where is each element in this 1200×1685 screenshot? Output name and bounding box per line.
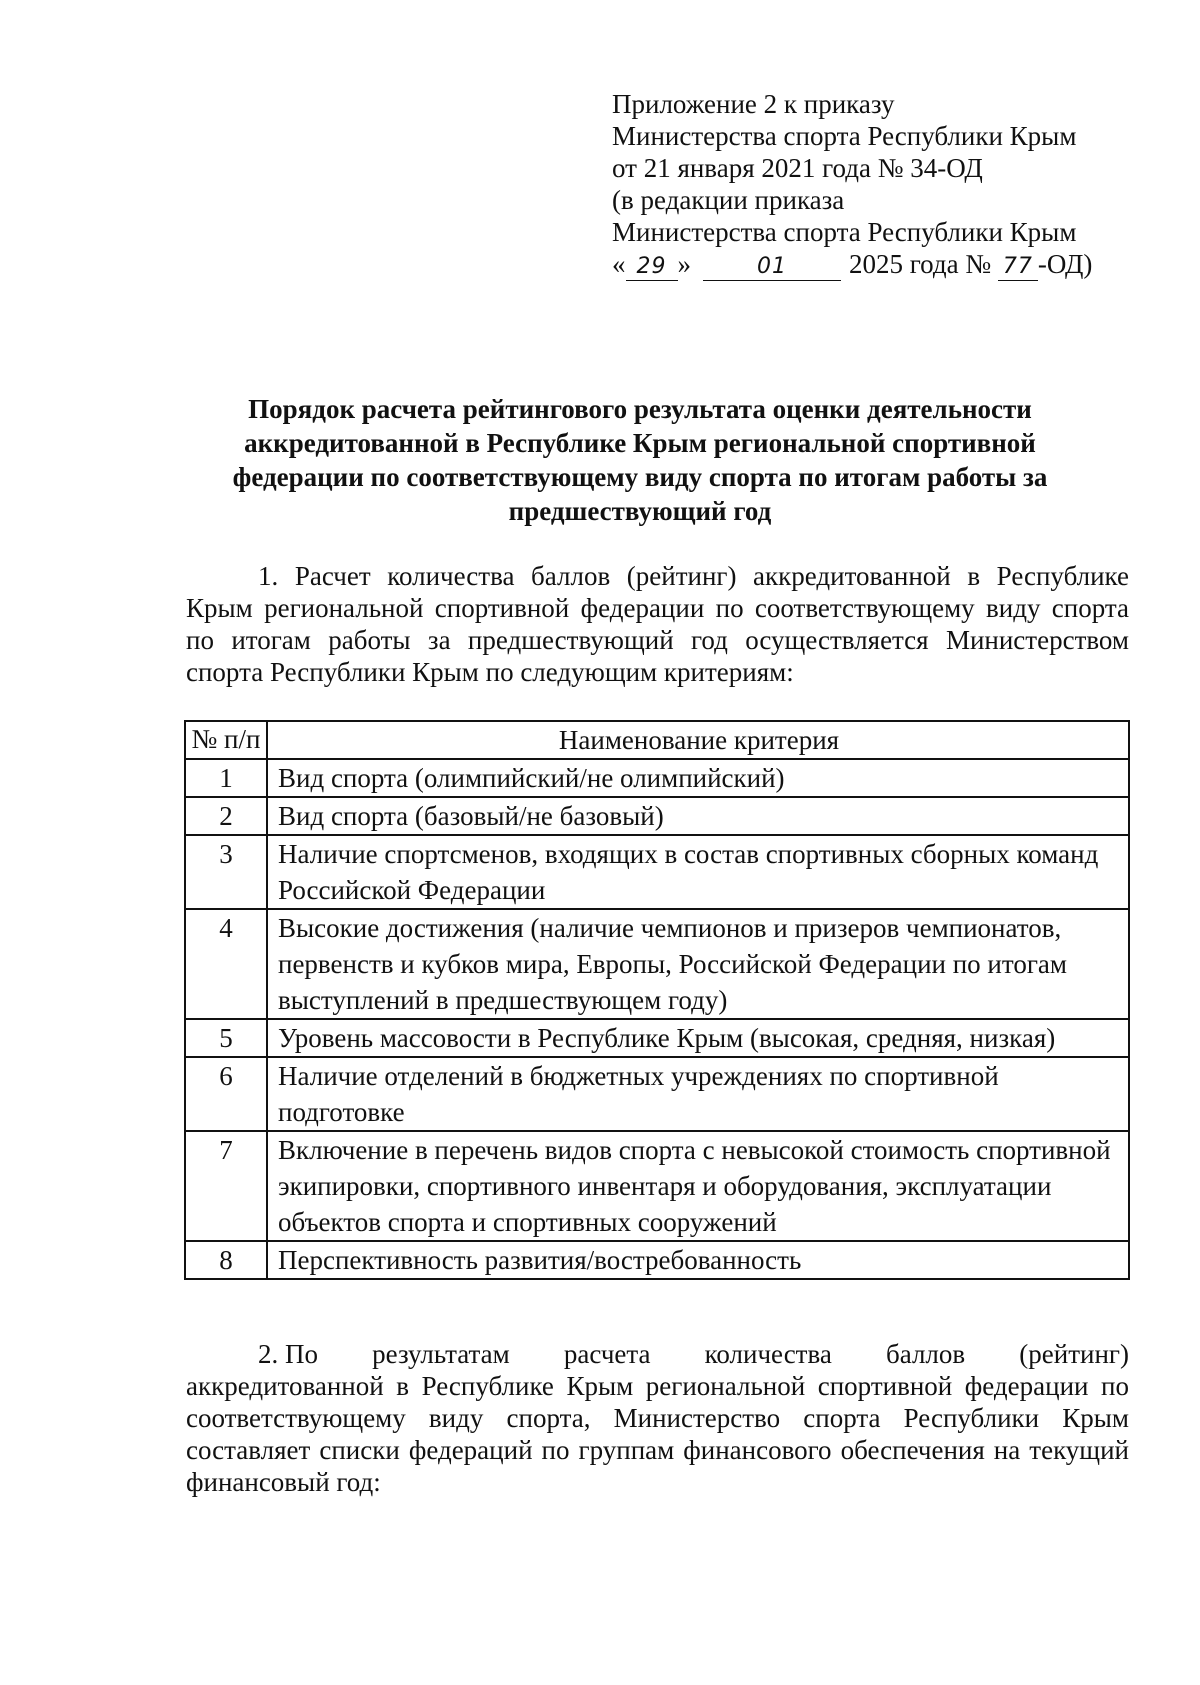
p2-word: результатам — [372, 1339, 510, 1369]
paragraph-1-text: 1. Расчет количества баллов (рейтинг) аккредитованной в Республике Крым региональной спортивной федерации по соответствующему виду спорта по итогам работы за предшествующий год осуществляется Министерством спорта Республики Крым по следующим критериям: — [186, 561, 1129, 687]
row-criterion: Вид спорта (базовый/не базовый) — [267, 797, 1129, 835]
appendix-line-1: Приложение 2 к приказу — [612, 89, 895, 119]
date-open-quote: « — [612, 249, 626, 279]
row-criterion: Включение в перечень видов спорта с невысокой стоимость спортивной экипировки, спортивного инвентаря и оборудования, эксплуатации объектов спорта и спортивных сооружений — [267, 1131, 1129, 1241]
p2-word: баллов — [886, 1339, 966, 1369]
row-criterion: Наличие спортсменов, входящих в состав спортивных сборных команд Российской Федерации — [267, 835, 1129, 909]
paragraph-1 — [186, 560, 1129, 688]
p2-word: (рейтинг) — [1019, 1339, 1129, 1369]
paragraph-2-text: аккредитованной в Республике Крым региональной спортивной федерации по соответствующему виду спорта, Министерство спорта Республики Крым составляет списки федераций по группам финансового обеспечения на текущий финансовый год: — [186, 1371, 1129, 1497]
table-row — [185, 1057, 1129, 1131]
row-criterion: Высокие достижения (наличие чемпионов и призеров чемпионатов, первенств и кубков мира, Европы, Российской Федерации по итогам выступлений в предшествующем году) — [267, 909, 1129, 1019]
row-number: 2 — [185, 797, 267, 835]
row-criterion: Уровень массовости в Республике Крым (высокая, средняя, низкая) — [267, 1019, 1129, 1057]
table-row — [185, 797, 1129, 835]
handwritten-order-number: 77 — [998, 254, 1038, 281]
row-number: 5 — [185, 1019, 267, 1057]
date-year-text: 2025 года № — [849, 249, 992, 279]
appendix-line-3: от 21 января 2021 года № 34-ОД — [612, 153, 983, 183]
row-number: 1 — [185, 759, 267, 797]
criteria-table — [184, 720, 1130, 1280]
header-number: № п/п — [185, 721, 267, 759]
appendix-header — [612, 88, 1152, 281]
table-row — [185, 1131, 1129, 1241]
row-criterion: Наличие отделений в бюджетных учреждениях по спортивной подготовке — [267, 1057, 1129, 1131]
header-criterion-name: Наименование критерия — [267, 721, 1129, 759]
order-suffix: -ОД) — [1037, 249, 1093, 279]
handwritten-month: 01 — [703, 254, 841, 281]
appendix-line-5: Министерства спорта Республики Крым — [612, 217, 1077, 247]
paragraph-2-first-line — [186, 1338, 1129, 1370]
appendix-line-4: (в редакции приказа — [612, 185, 845, 215]
table-row — [185, 909, 1129, 1019]
date-close-quote: » — [677, 249, 691, 279]
row-number: 6 — [185, 1057, 267, 1131]
p2-word: количества — [704, 1339, 832, 1369]
row-number: 4 — [185, 909, 267, 1019]
table-row — [185, 1019, 1129, 1057]
paragraph-2 — [186, 1338, 1129, 1498]
row-criterion: Перспективность развития/востребованность — [267, 1241, 1129, 1279]
handwritten-day: 29 — [626, 254, 678, 281]
table-row — [185, 759, 1129, 797]
document-title: Порядок расчета рейтингового результата оценки деятельности аккредитованной в Республике Крым региональной спортивной федерации по соответствующему виду спорта по итогам работы за предшествующий год — [232, 394, 1048, 526]
amendment-date-line — [612, 248, 1152, 281]
row-number: 3 — [185, 835, 267, 909]
appendix-line-2: Министерства спорта Республики Крым — [612, 121, 1077, 151]
table-row — [185, 835, 1129, 909]
row-number: 8 — [185, 1241, 267, 1279]
p2-word: расчета — [563, 1339, 651, 1369]
table-header-row — [185, 721, 1129, 759]
row-criterion: Вид спорта (олимпийский/не олимпийский) — [267, 759, 1129, 797]
table-row — [185, 1241, 1129, 1279]
p2-word: 2. По — [258, 1339, 318, 1369]
row-number: 7 — [185, 1131, 267, 1241]
